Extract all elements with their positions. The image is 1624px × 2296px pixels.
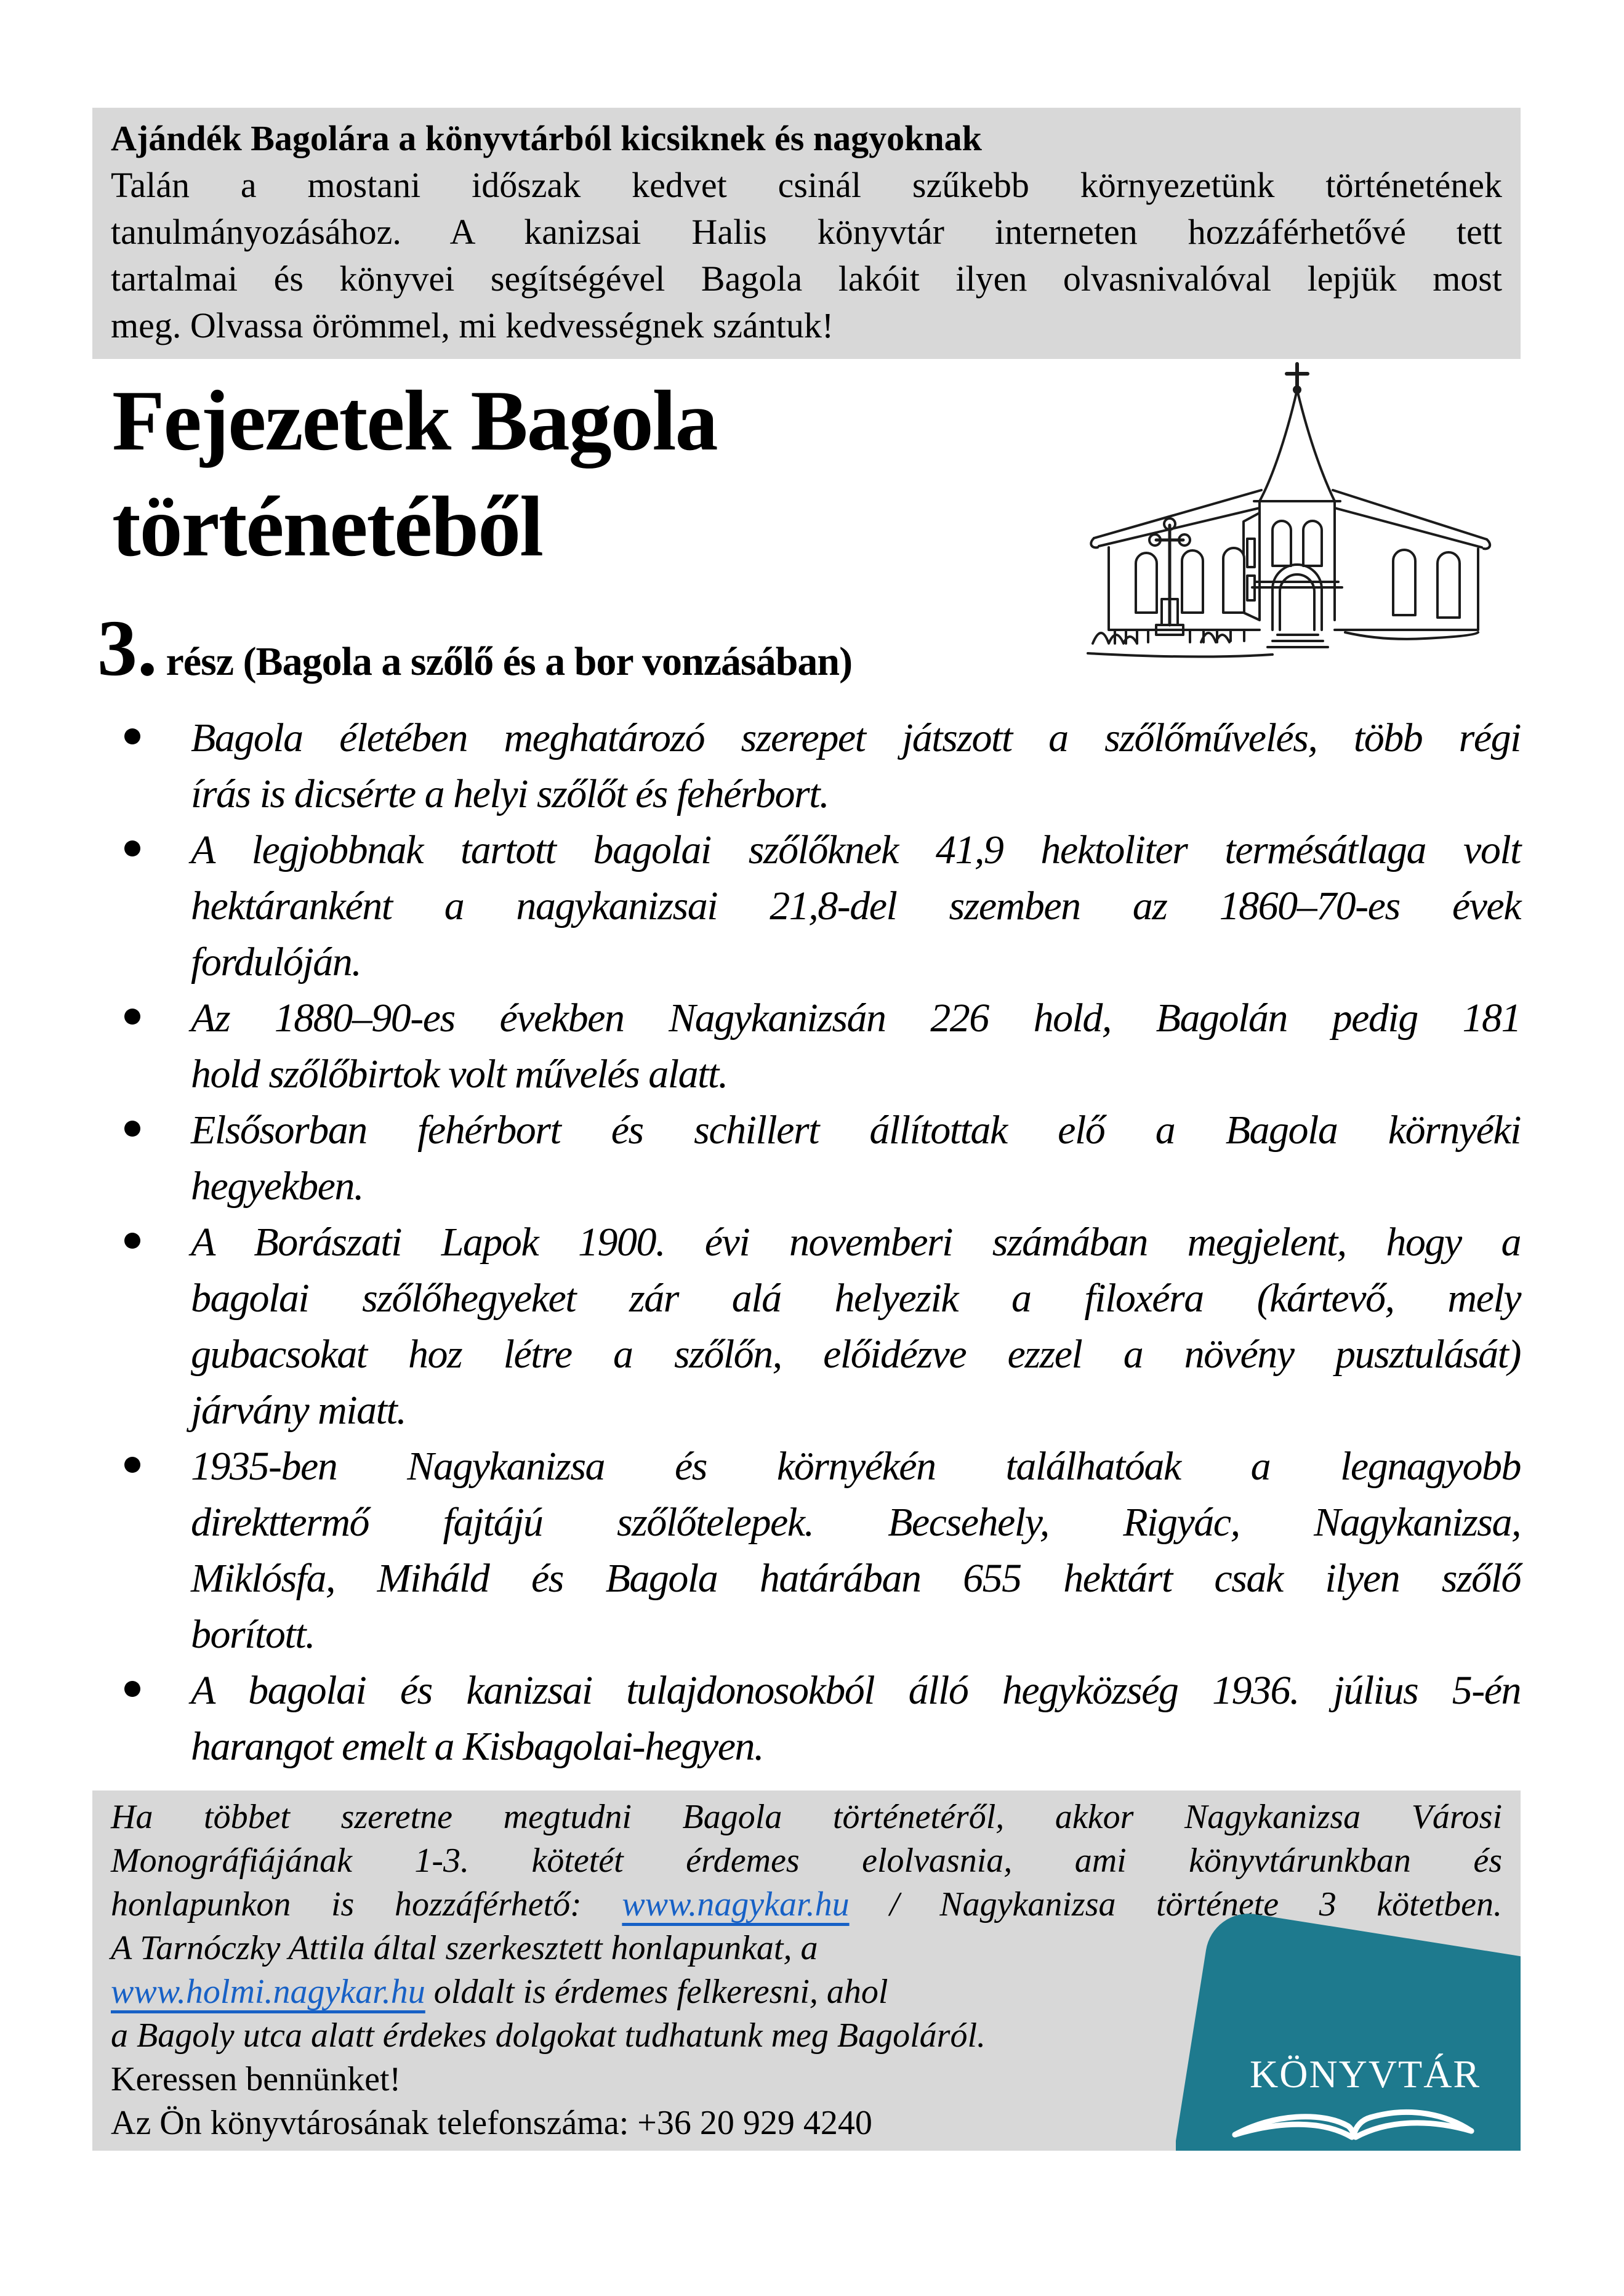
intro-line: tartalmai és könyvei segítségével Bagola lakóit ilyen olvasnivalóval lepjük most <box>111 259 1502 299</box>
outro-box <box>92 1790 1521 2151</box>
bullet-line: A Borászati Lapok 1900. évi novemberi számában megjelent, hogy a <box>191 1220 1521 1265</box>
library-logo-text: KÖNYVTÁR <box>1250 2052 1481 2096</box>
church-icon <box>1056 354 1514 665</box>
bullet-line: hektáranként a nagykanizsai 21,8-del szemben az 1860–70-es évek <box>191 884 1521 928</box>
bullet-line: A bagolai és kanizsai tulajdonosokból álló hegyközség 1936. július 5-én <box>191 1668 1521 1713</box>
list-item <box>92 710 1521 822</box>
open-book-icon <box>1230 2103 1476 2147</box>
bullet-icon <box>124 1121 140 1137</box>
section-number: 3. <box>97 604 158 693</box>
list-item <box>92 1102 1521 1214</box>
list-item <box>92 990 1521 1102</box>
church-illustration <box>1056 354 1514 665</box>
bullet-line: hegyekben. <box>191 1164 363 1209</box>
bullet-line: 1935-ben Nagykanizsa és környékén találhatóak a legnagyobb <box>191 1444 1521 1489</box>
bullet-line: Miklósfa, Miháld és Bagola határában 655 hektárt csak ilyen szőlő <box>191 1556 1521 1601</box>
intro-line: tanulmányozásához. A kanizsai Halis könyvtár interneten hozzáférhetővé tett <box>111 212 1502 252</box>
bullet-line: Az 1880–90-es években Nagykanizsán 226 hold, Bagolán pedig 181 <box>191 996 1521 1041</box>
list-item <box>92 822 1521 990</box>
bullet-line: fordulóján. <box>191 940 361 985</box>
bullet-list <box>92 710 1521 1774</box>
bullet-line: hold szőlőbirtok volt művelés alatt. <box>191 1052 728 1097</box>
outro-line: Monográfiájának 1-3. kötetét érdemes elolvasnia, ami könyvtárunkban és <box>111 1842 1502 1880</box>
intro-box <box>92 108 1521 359</box>
list-item <box>92 1438 1521 1662</box>
bullet-icon <box>124 1009 140 1025</box>
bullet-line: írás is dicsérte a helyi szőlőt és fehérbort. <box>191 771 829 816</box>
library-logo <box>1176 1904 1521 2151</box>
page-title-line2: történetéből <box>112 479 543 574</box>
outro-line3-post: / Nagykanizsa története 3 kötetben. <box>849 1885 1503 1923</box>
bullet-icon <box>124 1681 140 1697</box>
intro-line: Talán a mostani időszak kedvet csinál szűkebb környezetünk történetének <box>111 165 1502 205</box>
outro-line: A Tarnóczky Attila által szerkesztett honlapunkat, a <box>111 1929 818 1967</box>
holmi-nagykar-link[interactable]: www.holmi.nagykar.hu <box>111 1973 425 2011</box>
outro-line: Keressen bennünket! <box>111 2060 401 2098</box>
outro-phone-line: Az Ön könyvtárosának telefonszáma: +36 20 929 4240 <box>111 2104 872 2142</box>
page-title <box>112 368 1035 580</box>
intro-line: meg. Olvassa örömmel, mi kedvességnek szántuk! <box>111 305 834 345</box>
bullet-line: gubacsokat hoz létre a szőlőn, előidézve ezzel a növény pusztulását) <box>191 1332 1521 1377</box>
bullet-icon <box>124 728 140 744</box>
section-heading <box>97 602 852 695</box>
page-title-line1: Fejezetek Bagola <box>112 373 717 469</box>
bullet-line: Bagola életében meghatározó szerepet játszott a szőlőművelés, több régi <box>191 715 1521 760</box>
bullet-line: Elsősorban fehérbort és schillert állítottak elő a Bagola környéki <box>191 1108 1521 1153</box>
outro-line3-pre: honlapunkon is hozzáférhető: <box>111 1885 622 1923</box>
outro-line: Ha többet szeretne megtudni Bagola történetéről, akkor Nagykanizsa Városi <box>111 1798 1502 1836</box>
bullet-line: járvány miatt. <box>191 1388 406 1433</box>
bullet-line: borított. <box>191 1612 315 1657</box>
bullet-line: direkttermő fajtájú szőlőtelepek. Becsehely, Rigyác, Nagykanizsa, <box>191 1500 1521 1545</box>
intro-heading: Ajándék Bagolára a könyvtárból kicsiknek és nagyoknak <box>111 118 982 158</box>
bullet-icon <box>124 1233 140 1249</box>
outro-line5-post: oldalt is érdemes felkeresni, ahol <box>425 1973 888 2011</box>
list-item <box>92 1662 1521 1774</box>
bullet-line: A legjobbnak tartott bagolai szőlőknek 41,9 hektoliter termésátlaga volt <box>191 828 1521 872</box>
list-item <box>92 1214 1521 1438</box>
bullet-icon <box>124 840 140 856</box>
section-subtitle: rész (Bagola a szőlő és a bor vonzásában) <box>166 639 853 684</box>
nagykar-link[interactable]: www.nagykar.hu <box>622 1885 850 1923</box>
outro-line <box>111 1970 1170 2014</box>
bullet-line: bagolai szőlőhegyeket zár alá helyezik a filoxéra (kártevő, mely <box>191 1276 1521 1321</box>
bullet-icon <box>124 1457 140 1473</box>
bullet-line: harangot emelt a Kisbagolai-hegyen. <box>191 1724 764 1769</box>
outro-line: a Bagoly utca alatt érdekes dolgokat tudhatunk meg Bagoláról. <box>111 2016 986 2055</box>
